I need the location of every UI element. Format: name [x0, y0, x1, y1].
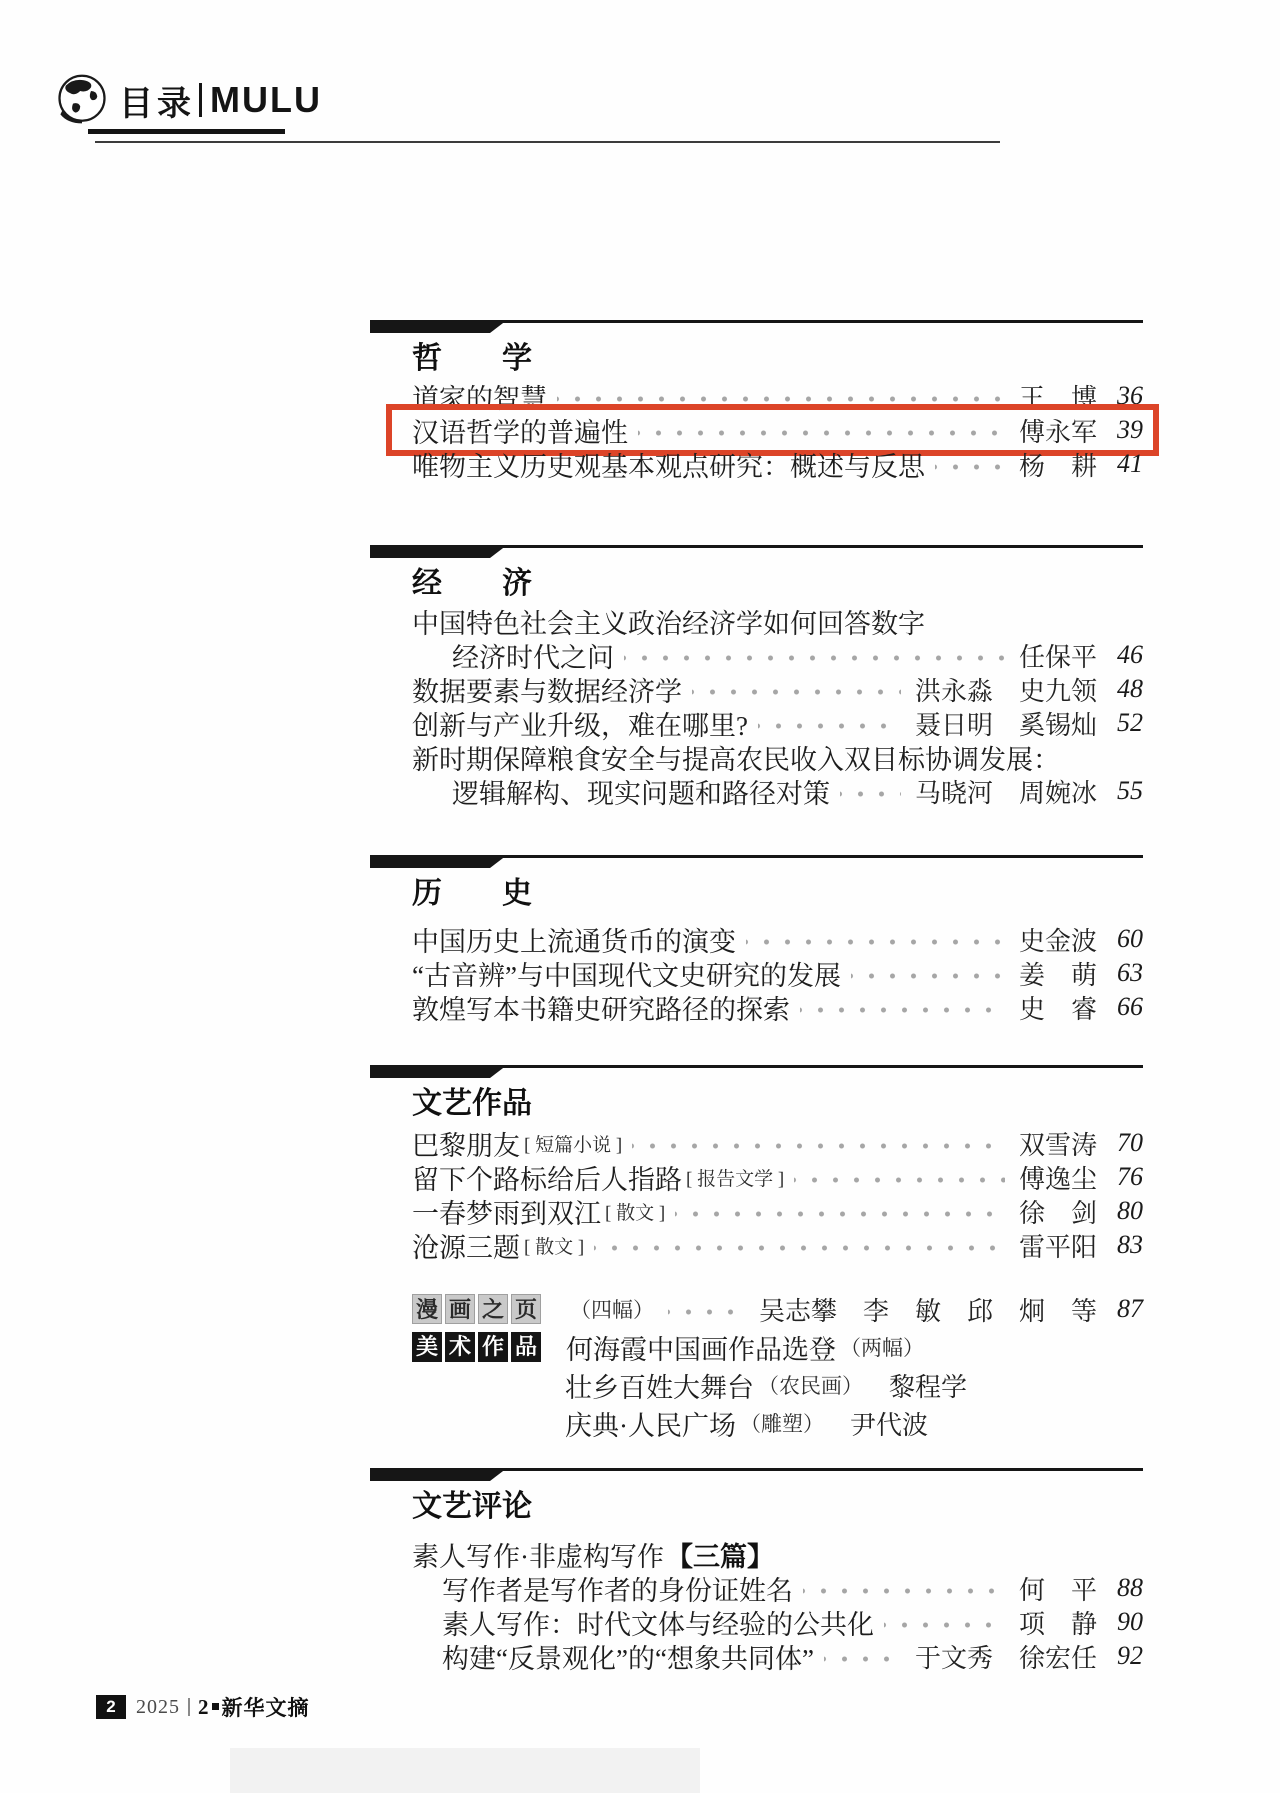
toc-entry: [412, 740, 1143, 774]
entry-authors: 姜 萌: [1018, 960, 1097, 990]
entry-page: 36: [1117, 381, 1143, 410]
genre-tag: [ 报告文学 ]: [686, 1168, 785, 1190]
page-number-box: 2: [96, 1695, 126, 1719]
toc-entry: [412, 1571, 1143, 1605]
section-title: 历 史: [412, 877, 532, 910]
entry-authors: 尹代波: [850, 1410, 929, 1440]
toc-entry: [412, 1126, 1143, 1160]
entry-title: 新时期保障粮食安全与提高农民收入双目标协调发展：: [412, 744, 1060, 775]
toc-entry: [412, 447, 1143, 481]
entry-authors: 徐 剑: [1018, 1198, 1097, 1228]
entry-badge: 【三篇】: [666, 1541, 774, 1572]
dot-leader: [594, 1228, 1005, 1262]
page-header: [55, 72, 322, 128]
entry-authors: 杨 耕: [1018, 451, 1097, 481]
dot-leader: [758, 706, 901, 740]
dot-leader: [794, 1160, 1005, 1194]
entry-page: 87: [1117, 1294, 1143, 1323]
globe-logo-icon: [55, 73, 109, 127]
fine-arts-row: [412, 1366, 1143, 1404]
toc-entry: [412, 956, 1143, 990]
dot-leader: [851, 956, 1005, 990]
entry-title: 敦煌写本书籍史研究路径的探索: [412, 994, 790, 1025]
entry-page: 90: [1117, 1607, 1143, 1636]
magazine-name: 新华文摘: [221, 1696, 310, 1720]
logo-divider: [199, 83, 202, 117]
entry-page: 52: [1117, 708, 1143, 737]
entry-title: 逻辑解构、现实问题和路径对策: [452, 778, 830, 809]
entry-authors: 傅永军: [1018, 417, 1097, 447]
entry-page: 92: [1117, 1641, 1143, 1670]
entry-title: 沧源三题: [412, 1232, 520, 1263]
toc-entry: [412, 638, 1143, 672]
entry-authors: 项 静: [1018, 1609, 1097, 1639]
entry-title: 经济时代之问: [452, 642, 614, 673]
dot-leader: [692, 672, 901, 706]
entry-title: 一春梦雨到双江: [412, 1198, 601, 1229]
page-footer: [96, 1694, 310, 1720]
dot-leader: [746, 922, 1005, 956]
dot-leader: [935, 447, 1005, 481]
header-rule: [95, 141, 1000, 143]
dot-leader: [803, 1571, 1005, 1605]
entry-title: 唯物主义历史观基本观点研究：概述与反思: [412, 451, 925, 482]
entry-title: 素人写作：时代文体与经验的公共化: [442, 1609, 874, 1640]
artwork-title: 庆典·人民广场: [565, 1410, 736, 1441]
comics-page-label: 漫 画 之 页: [412, 1294, 544, 1324]
dot-leader: [675, 1194, 1005, 1228]
entry-authors: 雷平阳: [1018, 1232, 1097, 1262]
genre-tag: [ 短篇小说 ]: [524, 1134, 623, 1156]
count-note: （两幅）: [840, 1336, 924, 1360]
entry-page: 88: [1117, 1573, 1143, 1602]
entry-authors: 双雪涛: [1018, 1130, 1097, 1160]
section-title: 文艺评论: [412, 1490, 532, 1523]
toc-entry: [412, 1605, 1143, 1639]
toc-entry: [412, 379, 1143, 413]
logo-title-cn: 目录: [119, 85, 195, 123]
entry-page: 66: [1117, 992, 1143, 1021]
entry-title: 汉语哲学的普遍性: [412, 417, 628, 448]
footer-year: 2025: [136, 1695, 180, 1718]
entry-title: 道家的智慧: [412, 383, 547, 414]
logo-title-en: MULU: [210, 79, 322, 120]
entry-page: 76: [1117, 1162, 1143, 1191]
entry-authors: 任保平: [1018, 642, 1097, 672]
entry-authors: 史金波: [1018, 926, 1097, 956]
entry-authors: 吴志攀 李 敏 邱 炯 等: [758, 1296, 1097, 1326]
toc-entry: [412, 706, 1143, 740]
section-title: 哲 学: [412, 342, 532, 375]
toc-entry: [412, 1160, 1143, 1194]
toc-entry: [412, 774, 1143, 808]
toc-entry: [412, 990, 1143, 1024]
entry-title: 中国历史上流通货币的演变: [412, 926, 736, 957]
toc-entry: [412, 672, 1143, 706]
toc-entry: [412, 922, 1143, 956]
dot-leader: [800, 990, 1005, 1024]
entry-page: 60: [1117, 924, 1143, 953]
dot-leader: [557, 379, 1005, 413]
entry-title: 素人写作·非虚构写作: [412, 1541, 664, 1572]
genre-tag: [ 散文 ]: [524, 1236, 585, 1258]
dot-leader: [632, 1126, 1005, 1160]
section-philosophy: [370, 320, 1143, 481]
dot-leader: [668, 1290, 745, 1328]
section-divider: [370, 1468, 1143, 1481]
section-literary-criticism: [370, 1468, 1143, 1673]
section-history: [370, 855, 1143, 1024]
dot-leader: [824, 1639, 901, 1673]
entry-title: 构建“反景观化”的“想象共同体”: [442, 1643, 814, 1674]
entry-title: 巴黎朋友: [412, 1130, 520, 1161]
dot-leader: [624, 638, 1005, 672]
entry-title: 留下个路标给后人指路: [412, 1164, 682, 1195]
entry-title: “古音辨”与中国现代文史研究的发展: [412, 960, 841, 991]
fine-arts-row: [412, 1404, 1143, 1442]
dot-leader: [884, 1605, 1005, 1639]
logo-underline: [88, 129, 285, 134]
section-economics: [370, 545, 1143, 808]
entry-title: 数据要素与数据经济学: [412, 676, 682, 707]
entry-title: 写作者是写作者的身份证姓名: [442, 1575, 793, 1606]
entry-authors: 洪永淼 史九领: [914, 676, 1097, 706]
dot-leader: [840, 774, 901, 808]
toc-entry: [412, 1537, 1143, 1571]
comics-page-row: [412, 1290, 1143, 1328]
entry-page: 55: [1117, 776, 1143, 805]
entry-authors: 马晓河 周婉冰: [914, 778, 1097, 808]
fine-arts-row: [412, 1328, 1143, 1366]
count-note: （四幅）: [570, 1298, 654, 1322]
bottom-gray-strip: [230, 1748, 700, 1793]
artwork-title: 何海霞中国画作品选登: [566, 1334, 836, 1365]
section-divider: [370, 545, 1143, 558]
medium-note: （农民画）: [758, 1374, 863, 1398]
entry-page: 70: [1117, 1128, 1143, 1157]
section-literary-works: [370, 1065, 1143, 1442]
entry-authors: 何 平: [1018, 1575, 1097, 1605]
entry-page: 80: [1117, 1196, 1143, 1225]
section-title: 文艺作品: [412, 1087, 532, 1120]
genre-tag: [ 散文 ]: [605, 1202, 666, 1224]
entry-authors: 傅逸尘: [1018, 1164, 1097, 1194]
entry-page: 63: [1117, 958, 1143, 987]
issue-separator-square: [212, 1703, 219, 1710]
section-divider: [370, 855, 1143, 868]
entry-page: 83: [1117, 1230, 1143, 1259]
entry-authors: 黎程学: [889, 1372, 968, 1402]
entry-page: 48: [1117, 674, 1143, 703]
footer-divider: [188, 1698, 190, 1716]
section-divider: [370, 320, 1143, 333]
toc-entry: [412, 1228, 1143, 1262]
entry-authors: 于文秀 徐宏任: [914, 1643, 1097, 1673]
toc-entry: [412, 1194, 1143, 1228]
entry-authors: 史 睿: [1018, 994, 1097, 1024]
entry-page: 41: [1117, 449, 1143, 478]
toc-entry: [412, 1639, 1143, 1673]
footer-issue: 2: [198, 1694, 209, 1719]
entry-title: 中国特色社会主义政治经济学如何回答数字: [412, 608, 925, 639]
dot-leader: [638, 413, 1005, 447]
entry-page: 39: [1117, 415, 1143, 444]
entry-authors: 聂日明 奚锡灿: [914, 710, 1097, 740]
entry-authors: 王 博: [1018, 383, 1097, 413]
toc-entry: [412, 604, 1143, 638]
section-title: 经 济: [412, 567, 532, 600]
fine-arts-label: 美 术 作 品: [412, 1332, 544, 1362]
toc-entry-highlighted: [412, 413, 1143, 447]
medium-note: （雕塑）: [740, 1412, 824, 1436]
section-divider: [370, 1065, 1143, 1078]
entry-page: 46: [1117, 640, 1143, 669]
entry-title: 创新与产业升级，难在哪里?: [412, 710, 748, 741]
artwork-title: 壮乡百姓大舞台: [565, 1372, 754, 1403]
